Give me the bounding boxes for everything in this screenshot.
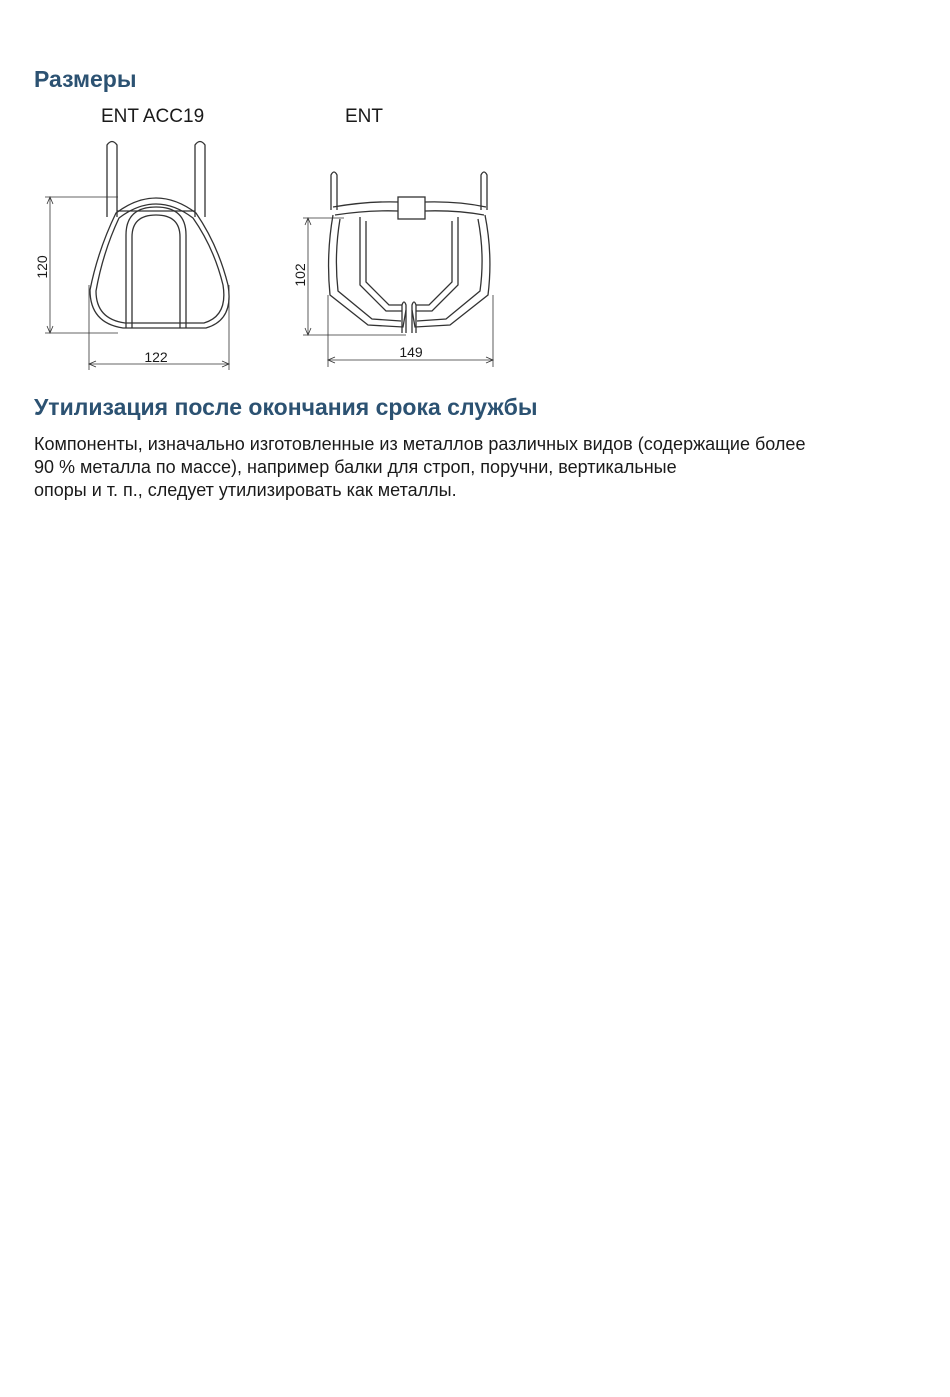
- disposal-paragraph: [34, 433, 914, 502]
- width-label: 149: [399, 344, 423, 360]
- hook-right: [481, 172, 487, 210]
- outer-cage: [329, 215, 490, 327]
- section-heading-disposal: Утилизация после окончания срока службы: [34, 394, 538, 420]
- hook-left: [331, 172, 337, 210]
- figure-caption-ent-acc19: ENT ACC19: [101, 106, 205, 127]
- outer-frame: [90, 198, 229, 328]
- inner-frame: [360, 217, 458, 311]
- top-clamp: [398, 197, 425, 219]
- height-label: 102: [292, 263, 308, 287]
- disposal-line: опоры и т. п., следует утилизировать как металлы.: [34, 480, 457, 500]
- section-heading-dimensions: Размеры: [34, 66, 137, 92]
- height-label: 120: [34, 255, 50, 279]
- figure-caption-ent: ENT: [345, 106, 383, 127]
- hook-right: [195, 142, 205, 218]
- inner-loop: [126, 207, 186, 328]
- disposal-line: Компоненты, изначально изготовленные из металлов различных видов (содержащие более: [34, 434, 806, 454]
- disposal-line: 90 % металла по массе), например балки для строп, поручни, вертикальные: [34, 457, 677, 477]
- width-label: 122: [144, 349, 168, 365]
- height-dimension: [45, 197, 118, 333]
- ent-drawing: [288, 135, 500, 375]
- ent-acc19-drawing: [28, 135, 238, 375]
- hook-left: [107, 142, 117, 218]
- height-dimension: [303, 218, 406, 335]
